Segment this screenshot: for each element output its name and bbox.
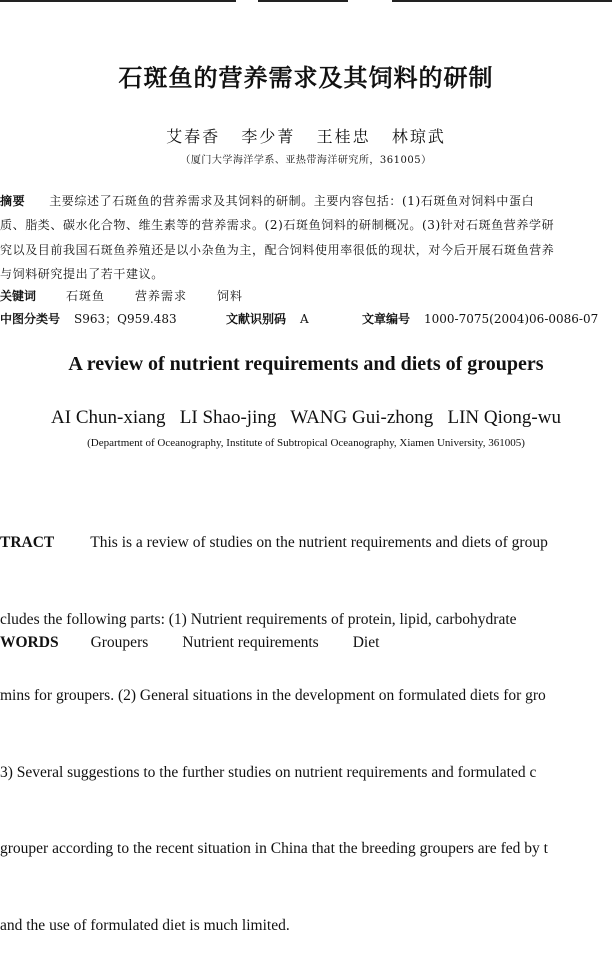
- document-code-value: A: [300, 312, 309, 326]
- abstract-zh-line: 质、脂类、碳水化合物、维生素等的营养需求。(2)石斑鱼饲料的研制概况。(3)针对石斑鱼营养学研: [0, 218, 555, 233]
- abstract-en-line: and the use of formulated diet is much limited.: [0, 916, 290, 934]
- abstract-en-text: This is a review of studies on the nutrient requirements and diets of group: [90, 534, 548, 551]
- article-number: [362, 310, 598, 327]
- top-rule: [258, 0, 348, 2]
- keyword-en: Groupers: [90, 634, 149, 651]
- abstract-en-line: [0, 530, 612, 556]
- keyword-en: Diet: [352, 634, 380, 651]
- keywords-zh: [0, 287, 243, 304]
- abstract-zh-line: 与饲料研究提出了若干建议。: [0, 267, 164, 282]
- keyword-zh: 石斑鱼: [66, 289, 106, 303]
- abstract-zh: [0, 189, 612, 287]
- keywords-zh-label: 关键词: [0, 289, 37, 303]
- keyword-zh: 饲料: [217, 289, 244, 303]
- classification-number: [0, 310, 177, 327]
- abstract-en-line: cludes the following parts: (1) Nutrient requirements of protein, lipid, carbohydrate: [0, 610, 517, 628]
- affiliation-en: (Department of Oceanography, Institute of Subtropical Oceanography, Xiamen University, 361005): [87, 437, 525, 449]
- abstract-en-line: grouper according to the recent situation in China that the breeding groupers are fed by t: [0, 840, 548, 857]
- abstract-zh-line: [0, 189, 612, 213]
- keywords-en-label: WORDS: [0, 634, 59, 651]
- abstract-en-line: mins for groupers. (2) General situations in the development on formulated diets for gro: [0, 687, 546, 704]
- abstract-en-line: 3) Several suggestions to the further studies on nutrient requirements and formulated c: [0, 763, 537, 781]
- authors-zh: 艾春香 李少菁 王桂忠 林琼武: [166, 127, 446, 146]
- top-rule: [0, 0, 236, 2]
- page-title-en: A review of nutrient requirements and diets of groupers: [68, 353, 544, 375]
- keyword-zh: 营养需求: [135, 289, 188, 303]
- abstract-en: [0, 479, 612, 964]
- abstract-zh-line: 究以及目前我国石斑鱼养殖还是以小杂鱼为主，配合饲料使用率很低的现状，对今后开展石斑鱼营养: [0, 242, 555, 257]
- abstract-zh-label: 摘要: [0, 194, 26, 208]
- abstract-en-label: TRACT: [0, 534, 55, 551]
- document-code-label: 文献识别码: [226, 312, 287, 326]
- affiliation-zh: （厦门大学海洋学系、亚热带海洋研究所，361005）: [180, 155, 432, 166]
- article-number-label: 文章编号: [362, 312, 411, 326]
- document-code: [226, 310, 309, 327]
- keywords-en: [0, 634, 379, 652]
- classification-label: 中图分类号: [0, 312, 61, 326]
- keyword-en: Nutrient requirements: [182, 634, 319, 651]
- classification-value: S963；Q959.483: [74, 312, 177, 326]
- authors-en: AI Chun-xiang LI Shao-jing WANG Gui-zhong LIN Qiong-wu: [51, 407, 561, 428]
- abstract-zh-text: 主要综述了石斑鱼的营养需求及其饲料的研制。主要内容包括：(1)石斑鱼对饲料中蛋白: [49, 194, 535, 208]
- article-number-value: 1000-7075(2004)06-0086-07: [424, 312, 599, 326]
- top-rule: [392, 0, 612, 2]
- page-title-zh: 石斑鱼的营养需求及其饲料的研制: [118, 64, 494, 92]
